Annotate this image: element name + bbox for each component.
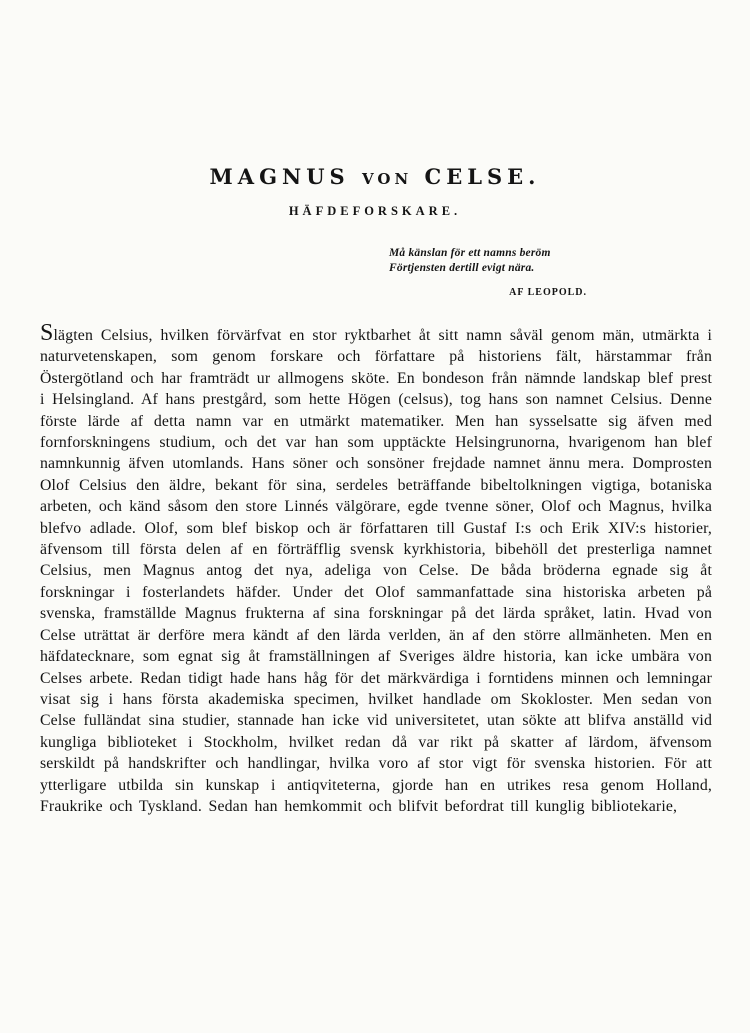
title-part-von: VON (362, 170, 413, 188)
body-paragraph-text: lägten Celsius, hvilken förvärfvat en stor ryktbarhet åt sitt namn såväl genom män, utmärkta i naturvetenskapen, som genom forskare och författare på historiens fält, härstammar från Östergötland och har framträdt ur allmogens sköte. En bondeson från nämnde landskap blef prest i Helsingland. Af hans prestgård, som hette Högen (celsus), tog hans son namnet Celsius. Denne förste lärde af detta namn var en utmärkt matematiker. Men han sysselsatte sig äfven med fornforskningens studium, och det var han som upptäckte Helsingrunorna, hvarigenom han blef namnkunnig äfven utomlands. Hans söner och sonsöner frejdade namnet ännu mera. Domprosten Olof Celsius den äldre, bekant för sina, serdeles beträffande bibeltolkningen vigtiga, botaniska arbeten, och känd såsom den store Linnés välgörare, egde tvenne söner, Olof och Magnus, hvilka blefvo adlade. Olof, som blef biskop och är författaren till Gustaf I:s och Erik XIV:s historier, äfvensom till första delen af en förträfflig svensk kyrkhistoria, bibehöll det presterliga namnet Celsius, men Magnus antog det nya, adeliga von Celse. De båda bröderna egnade sig åt forskningar i fosterlandets häfder. Under det Olof sammanfattade sina historiska arbeten på svenska, framställde Magnus frukterna af sina forskningar på det lärda språket, latin. Hvad von Celse uträttat är derföre mera kändt af den lärda verlden, än af den större allmänheten. Men en häfdatecknare, som egnat sig åt framställningen af Sveriges äldre historia, kan icke umbära von Celses arbete. Redan tidigt hade hans håg för det märkvärdiga i forntidens minnen och lemningar visat sig i hans första akademiska specimen, hvilket handlade om Skokloster. Men sedan von Celse fulländat sina studier, stannade han icke vid universitetet, utan sökte att blifva anställd vid kungliga biblioteket i Stockholm, hvilket redan då var rikt på skatter af lärdom, äfvensom serskildt på handskrifter och handlingar, hvilka voro af stor vigt för svenska historien. För att ytterligare utbilda sin kunskap i antiqviteterna, gjorde han en utrikes resa genom Holland, Fraukrike och Tyskland. Sedan han hemkommit och blifvit befordrat till kunglig bibliotekarie, (40, 327, 712, 815)
title-part-magnus: MAGNUS (209, 164, 350, 189)
epigraph-line-2: Förtjensten dertill evigt nära. (389, 262, 535, 274)
title-part-celse: CELSE. (424, 164, 541, 189)
initial-letter: S (40, 320, 54, 346)
epigraph-line-1: Må känslan för ett namns beröm (389, 247, 551, 259)
page-title (0, 0, 750, 189)
page-subtitle: HÄFDEFORSKARE. (288, 204, 462, 218)
body-paragraph (40, 320, 712, 817)
epigraph (389, 246, 589, 300)
epigraph-attribution: AF LEOPOLD. (509, 287, 587, 298)
